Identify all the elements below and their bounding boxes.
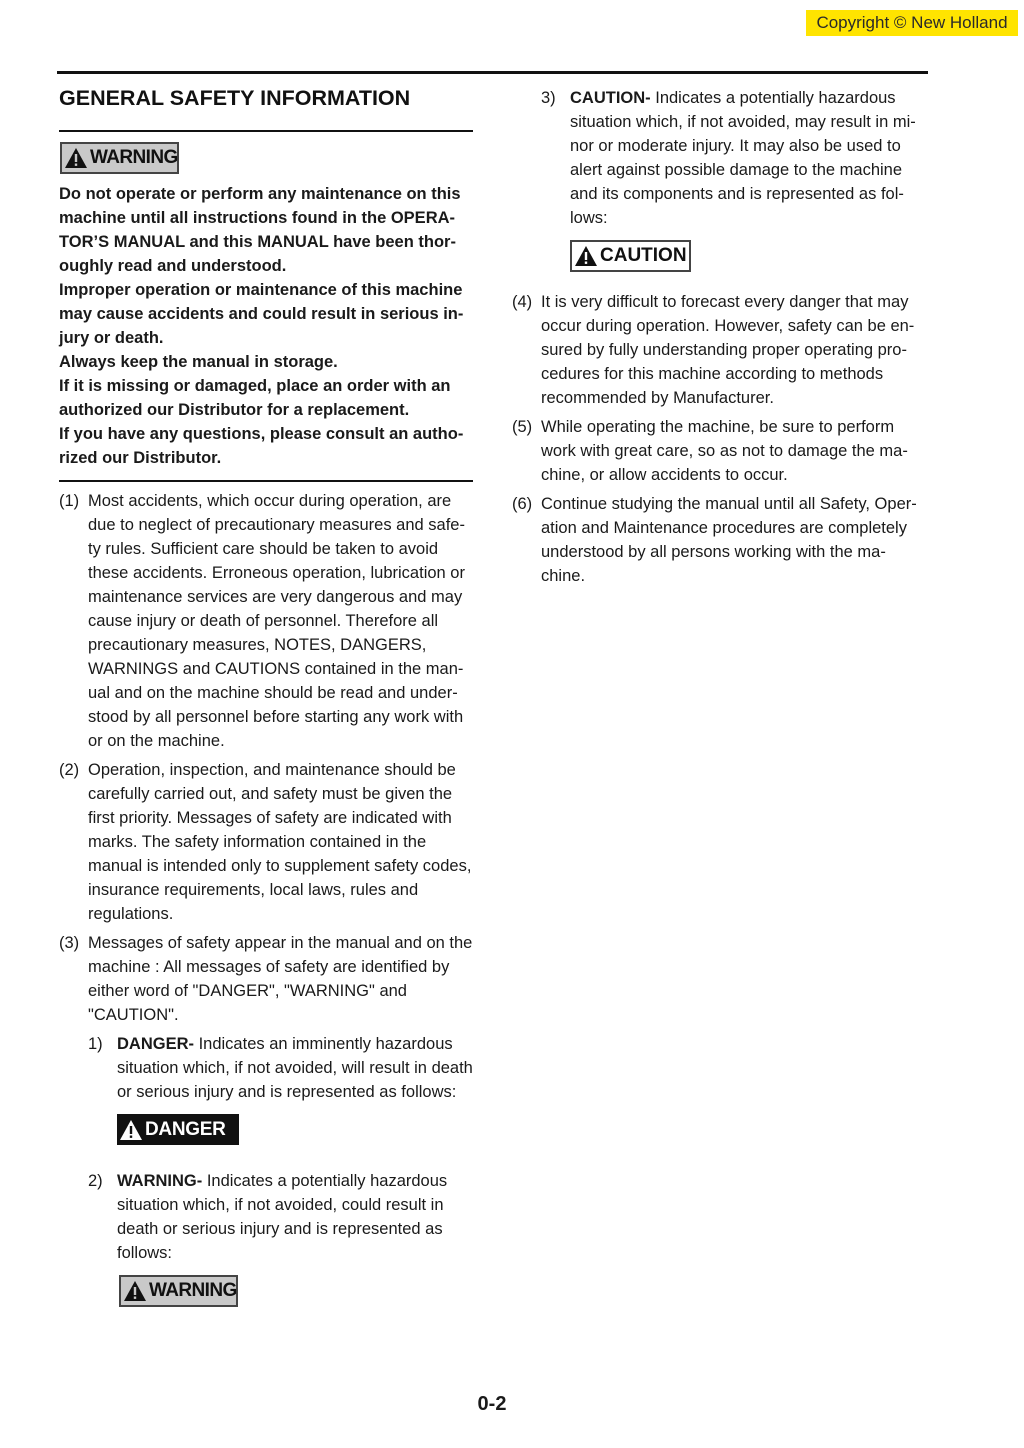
warning-label: WARNING bbox=[90, 147, 178, 168]
danger-badge bbox=[117, 1114, 239, 1145]
list-item bbox=[512, 492, 928, 588]
sub-item-term: WARNING- bbox=[117, 1172, 203, 1190]
intro-paragraph: Do not operate or perform any maintenance on this machine until all instructions found in the OPERA-TOR’S MANUAL and this MANUAL have been thor-oughly read and understood. bbox=[59, 185, 461, 275]
danger-label: DANGER bbox=[145, 1118, 226, 1140]
sub-item-caution bbox=[512, 86, 928, 290]
item-text: Continue studying the manual until all Safety, Oper-ation and Maintenance procedures are completely understood by all persons working with the ma-chine. bbox=[541, 495, 917, 585]
page-title: GENERAL SAFETY INFORMATION bbox=[59, 86, 411, 110]
caution-label: CAUTION bbox=[600, 245, 687, 266]
sub-item-number: 2) bbox=[88, 1172, 103, 1190]
warning-badge bbox=[60, 142, 179, 174]
intro-divider bbox=[59, 480, 473, 482]
sub-item-text: Indicates a potentially hazardous situation which, if not avoided, may result in mi-nor or moderate injury. It may also be used to alert against possible damage to the machine and its components and is represented as fol-lows: bbox=[570, 89, 916, 227]
hazard-triangle-icon bbox=[574, 245, 598, 267]
item-number: (3) bbox=[59, 934, 80, 952]
sub-item-term: CAUTION- bbox=[570, 89, 651, 107]
item-number: (5) bbox=[512, 418, 533, 436]
sub-item-number: 1) bbox=[88, 1035, 103, 1053]
hazard-triangle-icon bbox=[123, 1280, 147, 1302]
top-rule bbox=[57, 71, 928, 74]
intro-paragraph: If you have any questions, please consult an autho-rized our Distributor. bbox=[59, 425, 464, 467]
item-number: (4) bbox=[512, 293, 533, 311]
hazard-triangle-icon bbox=[119, 1119, 143, 1141]
item-number: (2) bbox=[59, 761, 80, 779]
hazard-triangle-icon bbox=[64, 147, 88, 169]
warning-label: WARNING bbox=[149, 1280, 237, 1301]
sub-item-number: 3) bbox=[541, 89, 556, 107]
item-text: Messages of safety appear in the manual and on the machine : All messages of safety are identified by either word of "DANGER", "WARNING" and "CAUTION". bbox=[88, 934, 473, 1024]
intro-paragraph: Always keep the manual in storage. bbox=[59, 353, 338, 371]
item-number: (6) bbox=[512, 495, 533, 513]
item-text: Most accidents, which occur during operation, are due to neglect of precautionary measures and safe-ty rules. Sufficient care should be taken to avoid these accidents. Erroneous operation, lubrication or maintenance services are very dangerous and may cause injury or death of personnel. Therefore all precautionary measures, NOTES, DANGERS, WARNINGS and CAUTIONS contained in the man-ual and on the machine should be read and under-stood by all personnel before starting any work with or on the machine. bbox=[88, 492, 465, 750]
warning-badge-slot bbox=[117, 1265, 473, 1313]
list-item bbox=[512, 290, 928, 410]
title-divider bbox=[59, 130, 473, 132]
item-text: Operation, inspection, and maintenance should be carefully carried out, and safety must be given the first priority. Messages of safety are indicated with marks. The safety information contained in the manual is intended only to supplement safety codes, insurance requirements, local laws, rules and regulations. bbox=[88, 761, 472, 923]
left-column-list bbox=[59, 489, 473, 1318]
list-item bbox=[59, 489, 473, 753]
right-column-list bbox=[512, 86, 928, 593]
list-item bbox=[59, 931, 473, 1313]
intro-paragraph: Improper operation or maintenance of this machine may cause accidents and could result in serious in-jury or death. bbox=[59, 281, 464, 347]
intro-warning-text bbox=[59, 182, 479, 470]
sub-item-term: DANGER- bbox=[117, 1035, 194, 1053]
warning-badge bbox=[119, 1275, 238, 1307]
sub-item-warning bbox=[88, 1169, 473, 1313]
item-text: While operating the machine, be sure to perform work with great care, so as not to damage the ma-chine, or allow accidents to occur. bbox=[541, 418, 908, 484]
page-number: 0-2 bbox=[477, 1393, 507, 1415]
list-item bbox=[512, 415, 928, 487]
list-item bbox=[59, 758, 473, 926]
danger-badge-slot bbox=[117, 1104, 473, 1164]
copyright-banner: Copyright © New Holland bbox=[806, 10, 1018, 36]
intro-paragraph: If it is missing or damaged, place an order with an authorized our Distributor for a replacement. bbox=[59, 377, 451, 419]
sub-item-text: Indicates an imminently hazardous situation which, if not avoided, will result in death or serious injury and is represented as follows: bbox=[117, 1035, 473, 1101]
item-number: (1) bbox=[59, 492, 80, 510]
sub-item-text: Indicates a potentially hazardous situation which, if not avoided, could result in death or serious injury and is represented as follows: bbox=[117, 1172, 448, 1262]
caution-badge-slot bbox=[570, 230, 928, 290]
caution-badge bbox=[570, 240, 691, 272]
item-text: It is very difficult to forecast every danger that may occur during operation. However, safety can be en-sured by fully understanding proper operating pro-cedures for this machine according to methods recommended by Manufacturer. bbox=[541, 293, 915, 407]
sub-item-danger bbox=[88, 1032, 473, 1164]
